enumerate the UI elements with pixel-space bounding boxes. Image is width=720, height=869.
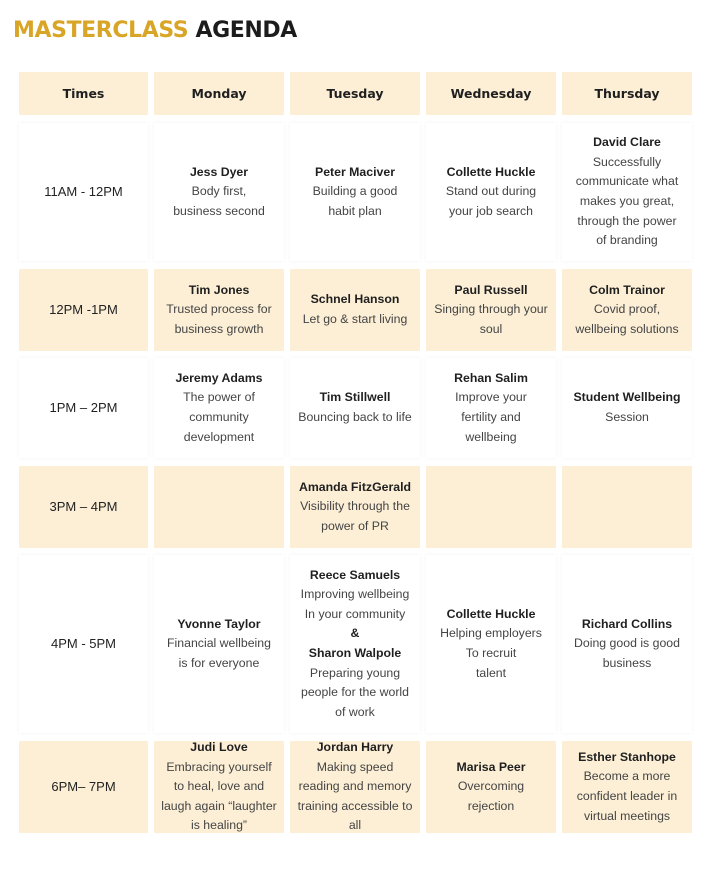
speaker-name: Esther Stanhope bbox=[578, 749, 676, 764]
session-topic-line: business second bbox=[173, 203, 265, 218]
session-topic-line: Embracing yourself bbox=[166, 759, 272, 774]
session-topic-line: talent bbox=[475, 665, 507, 680]
speaker-name: Jeremy Adams bbox=[175, 370, 263, 385]
speaker-name: Judi Love bbox=[190, 740, 248, 755]
speaker-name: Collette Huckle bbox=[446, 606, 536, 621]
page-title bbox=[13, 16, 297, 46]
speaker-name: Student Wellbeing bbox=[573, 390, 681, 405]
session-topic-line: To recruit bbox=[465, 646, 517, 660]
session-topic-line: Building a good bbox=[312, 184, 398, 199]
time-slot-cell: 4PM - 5PM bbox=[19, 555, 148, 733]
page-title-accent: MASTERCLASS bbox=[13, 18, 189, 43]
speaker-name: Marisa Peer bbox=[456, 759, 526, 774]
session-cell bbox=[154, 358, 284, 458]
session-topic-line: The power of bbox=[183, 390, 255, 405]
session-topic-line: reading and memory bbox=[298, 779, 412, 794]
session-cell bbox=[426, 555, 556, 733]
session-topic-line: Covid proof, bbox=[593, 302, 661, 317]
session-topic-line: confident leader in bbox=[576, 789, 678, 803]
session-cell bbox=[154, 466, 284, 548]
session-topic-line: fertility and bbox=[461, 410, 521, 424]
column-header-wednesday: Wednesday bbox=[426, 72, 556, 115]
session-cell bbox=[290, 555, 420, 733]
speaker-name: Paul Russell bbox=[454, 282, 528, 297]
session-topic-line: Successfully bbox=[592, 154, 662, 169]
session-topic-line: Body first, bbox=[191, 184, 247, 199]
column-header-thursday: Thursday bbox=[562, 72, 692, 115]
session-topic-line: Making speed bbox=[316, 759, 394, 774]
session-topic-line: Singing through your bbox=[434, 302, 548, 317]
speaker-name: Richard Collins bbox=[581, 616, 673, 631]
time-slot-cell: 3PM – 4PM bbox=[19, 466, 148, 548]
speaker-name: Schnel Hanson bbox=[310, 292, 400, 307]
session-topic-line: soul bbox=[479, 321, 503, 336]
session-topic-line: Become a more bbox=[583, 769, 671, 784]
speaker-name: Jess Dyer bbox=[189, 164, 249, 179]
session-cell bbox=[154, 741, 284, 833]
session-topic-line: business growth bbox=[174, 321, 264, 336]
speaker-name: Peter Maciver bbox=[315, 164, 395, 179]
session-topic-line: is healing” bbox=[190, 818, 248, 833]
speaker-name: David Clare bbox=[593, 135, 661, 150]
session-cell bbox=[426, 269, 556, 351]
session-topic-line: In your community bbox=[304, 606, 406, 621]
session-cell bbox=[154, 269, 284, 351]
session-cell bbox=[562, 741, 692, 833]
session-cell bbox=[562, 269, 692, 351]
session-topic-line: power of PR bbox=[321, 518, 389, 533]
session-cell bbox=[154, 555, 284, 733]
speaker-name: Tim Stillwell bbox=[319, 390, 391, 405]
page-title-main: AGENDA bbox=[195, 18, 297, 43]
session-topic-line: Let go & start living bbox=[302, 312, 408, 326]
speaker-name: Tim Jones bbox=[188, 282, 250, 297]
speaker-joiner: & bbox=[350, 626, 360, 641]
speaker-name: Colm Trainor bbox=[589, 282, 665, 297]
session-topic-line: development bbox=[183, 429, 255, 444]
session-cell bbox=[290, 741, 420, 833]
session-cell bbox=[290, 123, 420, 261]
session-topic-line: Helping employers bbox=[440, 626, 542, 641]
session-topic-line: Stand out during bbox=[445, 184, 537, 199]
session-cell bbox=[154, 123, 284, 261]
session-topic-line: of branding bbox=[596, 233, 658, 248]
session-topic-line: Trusted process for bbox=[166, 302, 272, 317]
session-cell bbox=[426, 358, 556, 458]
session-topic-line: makes you great, bbox=[579, 194, 675, 208]
session-topic-line: people for the world bbox=[300, 685, 409, 700]
session-topic-line: wellbeing bbox=[465, 429, 517, 444]
session-topic-line: rejection bbox=[467, 798, 515, 813]
session-cell bbox=[562, 123, 692, 261]
session-topic-line: laugh again “laughter bbox=[161, 798, 277, 813]
session-topic-line: habit plan bbox=[328, 203, 382, 218]
speaker-name: Yvonne Taylor bbox=[177, 616, 261, 631]
session-cell bbox=[426, 741, 556, 833]
session-topic-line: through the power bbox=[577, 213, 677, 228]
session-cell bbox=[290, 358, 420, 458]
speaker-name: Sharon Walpole bbox=[308, 646, 402, 660]
session-topic-line: Financial wellbeing bbox=[167, 636, 271, 651]
speaker-name: Collette Huckle bbox=[446, 164, 536, 179]
session-topic-line: Bouncing back to life bbox=[298, 410, 412, 424]
session-cell bbox=[426, 123, 556, 261]
session-topic-line: Preparing young bbox=[309, 665, 401, 680]
session-topic-line: of work bbox=[335, 704, 375, 719]
speaker-name: Reece Samuels bbox=[309, 567, 401, 582]
column-header-monday: Monday bbox=[154, 72, 284, 115]
session-topic-line: wellbeing solutions bbox=[575, 321, 679, 336]
session-cell bbox=[290, 269, 420, 351]
session-topic-line: is for everyone bbox=[178, 655, 260, 670]
session-topic-line: Improving wellbeing bbox=[300, 587, 410, 602]
session-topic-line: virtual meetings bbox=[583, 808, 671, 823]
session-topic-line: business bbox=[602, 655, 652, 670]
time-slot-cell: 6PM– 7PM bbox=[19, 741, 148, 833]
speaker-name: Jordan Harry bbox=[316, 740, 394, 755]
session-topic-line: training accessible to bbox=[297, 798, 413, 813]
column-header-tuesday: Tuesday bbox=[290, 72, 420, 115]
time-slot-cell: 1PM – 2PM bbox=[19, 358, 148, 458]
time-slot-cell: 12PM -1PM bbox=[19, 269, 148, 351]
session-cell bbox=[290, 466, 420, 548]
session-topic-line: communicate what bbox=[575, 174, 679, 189]
session-topic-line: to heal, love and bbox=[173, 779, 265, 794]
session-cell bbox=[562, 555, 692, 733]
time-slot-cell: 11AM - 12PM bbox=[19, 123, 148, 261]
session-cell bbox=[426, 466, 556, 548]
session-topic-line: community bbox=[189, 410, 249, 424]
column-header-times: Times bbox=[19, 72, 148, 115]
session-cell bbox=[562, 466, 692, 548]
session-topic-line: Doing good is good bbox=[574, 636, 680, 651]
session-topic-line: Overcoming bbox=[457, 779, 525, 794]
session-cell bbox=[562, 358, 692, 458]
speaker-name: Rehan Salim bbox=[454, 370, 528, 385]
session-topic-line: Visibility through the bbox=[300, 499, 410, 514]
speaker-name: Amanda FitzGerald bbox=[298, 479, 412, 494]
session-topic-line: Session bbox=[605, 410, 649, 424]
session-topic-line: your job search bbox=[448, 203, 534, 218]
session-topic-line: Improve your bbox=[455, 390, 527, 405]
session-topic-line: all bbox=[348, 818, 362, 833]
